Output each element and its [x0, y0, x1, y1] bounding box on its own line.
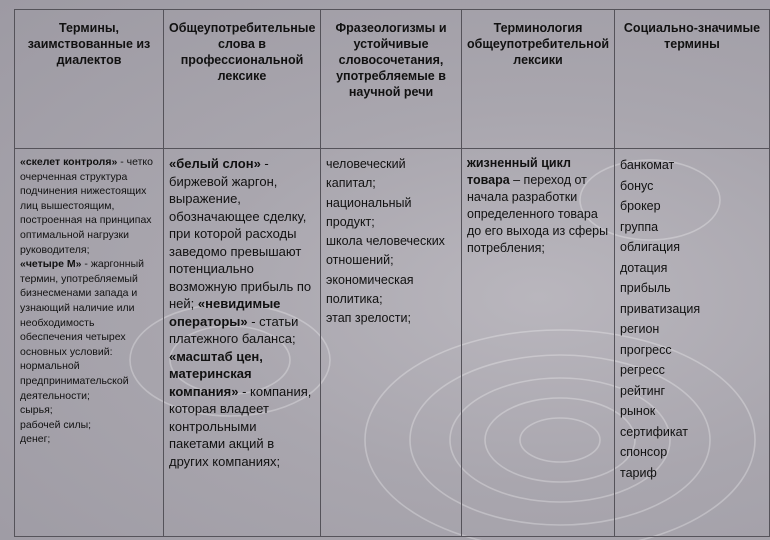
list-item: бонус	[620, 178, 654, 193]
list-item: рынок	[620, 404, 656, 418]
list-item: прибыль	[620, 281, 671, 295]
list-item: регион	[620, 322, 660, 336]
list-item: рейтинг	[620, 383, 666, 398]
term-invisible-operators: «невидимые операторы»	[169, 296, 281, 329]
term-price-scale-definition: - компания, которая владеет контрольными пакетами акций в других компаниях;	[169, 383, 312, 469]
list-item: группа	[620, 219, 659, 234]
list-item: сертификат	[620, 424, 688, 439]
list-item: национальный продукт;	[326, 195, 412, 229]
condition-item: нормальной предпринимательской деятельности;	[20, 360, 129, 402]
condition-item: сырья;	[20, 404, 53, 417]
list-item: экономическая политика;	[326, 272, 414, 307]
list-item: школа человеческих отношений;	[326, 234, 445, 268]
list-item: регресс	[620, 363, 665, 377]
cell-common-words	[164, 149, 321, 537]
term-white-elephant-definition: - биржевой жаргон, выражение, обозначающее сделку, при которой расходы заведомо превышают потенциально возможную прибыль по ней;	[169, 156, 312, 311]
header-terminology: Терминология общеупотребительной лексики	[462, 10, 615, 149]
list-item: человеческий капитал;	[326, 157, 406, 191]
term-invisible-operators-definition: - статьи платежного баланса;	[169, 313, 299, 346]
term-life-cycle: жизненный цикл товара	[467, 156, 571, 187]
header-social-terms: Социально-значимые термины	[615, 10, 770, 149]
term-price-scale: «масштаб цен, материнская компания»	[169, 348, 263, 399]
term-skeleton-control-definition: - четко очерченная структура подчинения нижестоящих лиц вышестоящим, построенная на принципах оптимальной нагрузки руководителя;	[20, 156, 153, 256]
header-common-words: Общеупотребительные слова в профессиональной лексике	[164, 10, 321, 149]
list-item: облигация	[620, 240, 680, 254]
list-item: тариф	[620, 465, 657, 480]
list-item: банкомат	[620, 158, 675, 172]
term-four-m: «четыре М»	[20, 258, 82, 271]
header-phraseologisms: Фразеологизмы и устойчивые словосочетания, употребляемые в научной речи	[321, 10, 462, 149]
terms-table	[14, 9, 770, 537]
term-white-elephant: «белый слон»	[169, 156, 261, 171]
list-item: приватизация	[620, 301, 701, 316]
term-four-m-definition: - жаргонный термин, употребляемый бизнесменами запада и узнающий наличие или необходимость обеспечения четырех основных условий:	[20, 258, 144, 358]
list-item: дотация	[620, 260, 668, 275]
list-item: спонсор	[620, 445, 668, 459]
table-row	[15, 149, 770, 537]
term-life-cycle-definition: – переход от начала разработки определенного товара до его выхода из сферы потребления;	[467, 173, 609, 255]
cell-terminology	[462, 149, 615, 537]
term-skeleton-control: «скелет контроля»	[20, 156, 118, 168]
list-item: этап зрелости;	[326, 311, 411, 326]
condition-item: рабочей силы;	[20, 418, 92, 431]
table-header-row	[15, 10, 770, 149]
list-item: прогресс	[620, 342, 672, 357]
header-dialect-terms: Термины, заимствованные из диалектов	[15, 10, 164, 149]
list-item: брокер	[620, 199, 661, 213]
condition-item: денег;	[20, 433, 51, 446]
cell-social-terms	[615, 149, 770, 537]
cell-phraseologisms	[321, 149, 462, 537]
cell-dialect-terms	[15, 149, 164, 537]
